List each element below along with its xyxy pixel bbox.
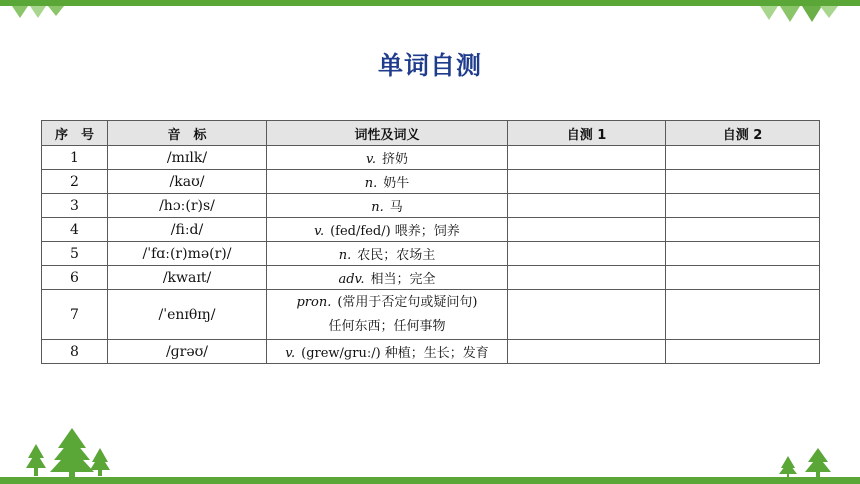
bunting-left-icon (12, 6, 68, 20)
page-title: 单词自测 (377, 51, 482, 80)
header-number: 序 号 (42, 121, 108, 146)
self-test-1-cell[interactable] (508, 218, 666, 242)
table-row (42, 242, 820, 266)
phonetic-cell: /kwaɪt/ (108, 266, 267, 290)
header-meaning: 词性及词义 (267, 121, 508, 146)
meaning-cell (267, 242, 508, 266)
vocabulary-table (41, 120, 820, 364)
self-test-1-cell[interactable] (508, 146, 666, 170)
self-test-2-cell[interactable] (666, 170, 820, 194)
meaning-line-1 (267, 291, 507, 315)
self-test-2-cell[interactable] (666, 266, 820, 290)
self-test-1-cell[interactable] (508, 194, 666, 218)
table-row (42, 170, 820, 194)
meaning-text: (fed/fed/) 喂养；饲养 (330, 224, 460, 239)
table-row (42, 340, 820, 364)
header-self-test-2: 自测 2 (666, 121, 820, 146)
meaning-cell (267, 194, 508, 218)
meaning-cell (267, 266, 508, 290)
row-number: 6 (42, 266, 108, 290)
top-green-bar (0, 0, 860, 6)
table-row (42, 290, 820, 340)
self-test-2-cell[interactable] (666, 218, 820, 242)
phonetic-cell: /fiːd/ (108, 218, 267, 242)
row-number: 5 (42, 242, 108, 266)
self-test-1-cell[interactable] (508, 170, 666, 194)
phonetic-cell: /ɡrəʊ/ (108, 340, 267, 364)
meaning-line-2: 任何东西；任何事物 (328, 318, 446, 334)
meaning-cell (267, 290, 508, 340)
pine-tree-right-group-icon (778, 448, 834, 478)
header-self-test-1: 自测 1 (508, 121, 666, 146)
meaning-cell (267, 340, 508, 364)
part-of-speech: v. (314, 224, 325, 239)
phonetic-cell: /hɔː(r)s/ (108, 194, 267, 218)
table-row (42, 194, 820, 218)
pine-tree-left-group-icon (22, 424, 112, 478)
row-number: 8 (42, 340, 108, 364)
part-of-speech: adv. (338, 272, 365, 287)
phonetic-cell: /mɪlk/ (108, 146, 267, 170)
part-of-speech: v. (285, 346, 296, 361)
self-test-2-cell[interactable] (666, 194, 820, 218)
table-row (42, 218, 820, 242)
meaning-text: 相当；完全 (370, 272, 436, 287)
meaning-text: (常用于否定句或疑问句) (337, 294, 478, 310)
bottom-green-bar (0, 477, 860, 484)
self-test-2-cell[interactable] (666, 340, 820, 364)
meaning-text: 马 (389, 200, 403, 215)
meaning-cell (267, 170, 508, 194)
self-test-1-cell[interactable] (508, 340, 666, 364)
phonetic-cell: /ˈenɪθɪŋ/ (108, 290, 267, 340)
meaning-text: 农民；农场主 (357, 248, 436, 263)
self-test-2-cell[interactable] (666, 146, 820, 170)
meaning-text: 挤奶 (381, 152, 408, 167)
meaning-cell (267, 146, 508, 170)
meaning-text: (grew/ɡruː/) 种植；生长；发育 (301, 346, 489, 361)
part-of-speech: n. (364, 176, 378, 191)
self-test-1-cell[interactable] (508, 290, 666, 340)
table-row (42, 146, 820, 170)
self-test-2-cell[interactable] (666, 290, 820, 340)
table-row (42, 266, 820, 290)
table-header-row (42, 121, 820, 146)
row-number: 2 (42, 170, 108, 194)
meaning-cell (267, 218, 508, 242)
phonetic-cell: /ˈfɑː(r)mə(r)/ (108, 242, 267, 266)
self-test-1-cell[interactable] (508, 242, 666, 266)
row-number: 1 (42, 146, 108, 170)
bunting-right-icon (760, 6, 840, 24)
part-of-speech: n. (371, 200, 384, 215)
self-test-2-cell[interactable] (666, 242, 820, 266)
row-number: 4 (42, 218, 108, 242)
meaning-text: 奶牛 (383, 176, 410, 191)
phonetic-cell: /kaʊ/ (108, 170, 267, 194)
row-number: 7 (42, 290, 108, 340)
header-phonetic: 音 标 (108, 121, 267, 146)
self-test-1-cell[interactable] (508, 266, 666, 290)
part-of-speech: n. (338, 248, 352, 263)
part-of-speech: pron. (296, 294, 332, 310)
row-number: 3 (42, 194, 108, 218)
part-of-speech: v. (366, 152, 376, 167)
